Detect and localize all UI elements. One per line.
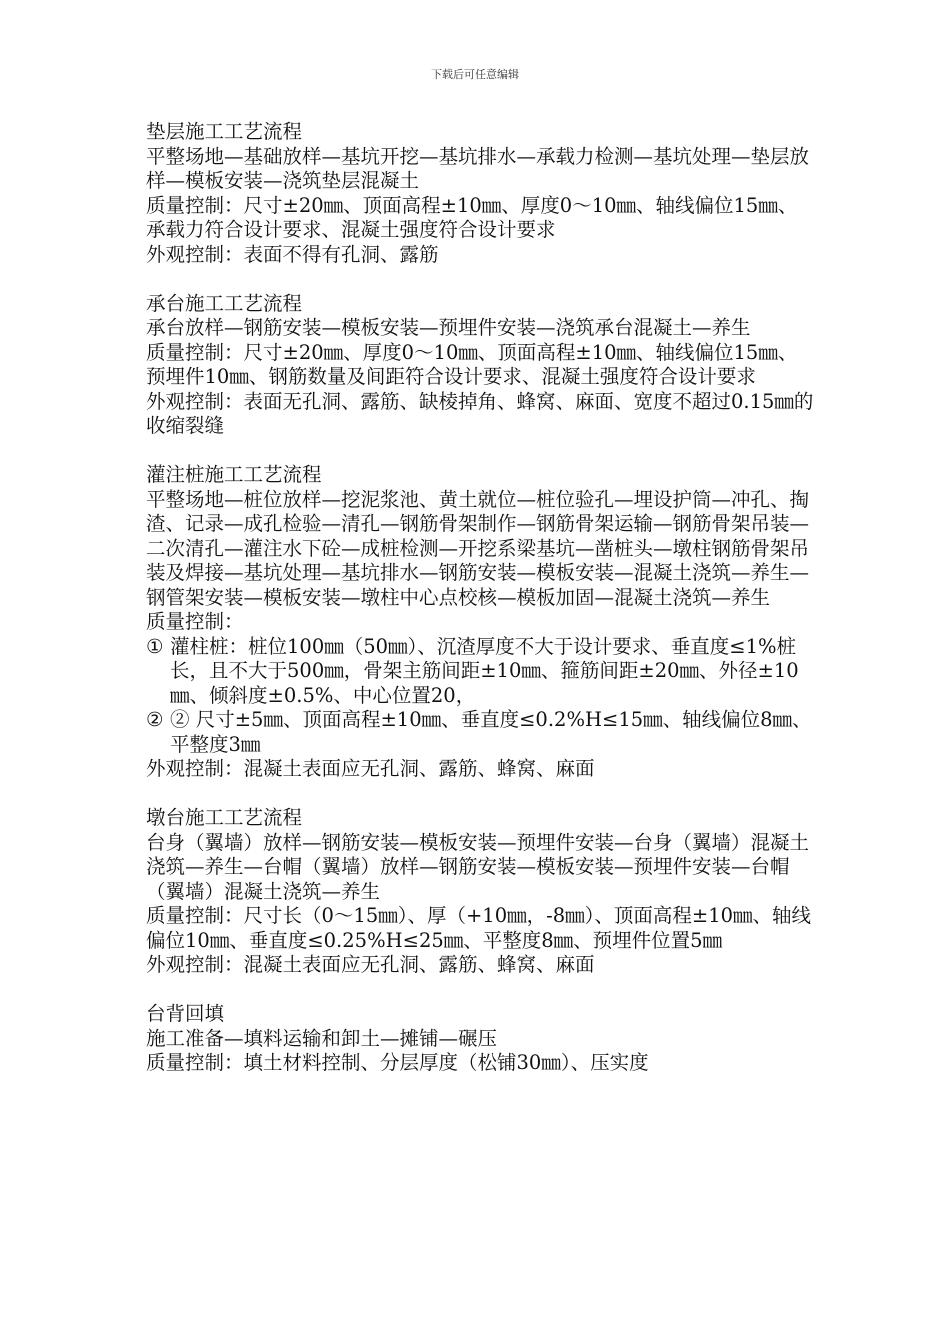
list-item-text: ② 尺寸±5㎜、顶面高程±10㎜、垂直度≤0.2%H≤15㎜、轴线偏位8㎜、平整度3㎜: [170, 708, 812, 756]
section-pile: [146, 463, 814, 782]
list-item: [146, 708, 814, 757]
document-body: [146, 120, 814, 1100]
list-marker: ①: [146, 634, 164, 658]
page-header: 下载后可任意编辑: [431, 68, 519, 81]
appearance-control: 外观控制：表面不得有孔洞、露筋: [146, 242, 439, 266]
quality-control: 质量控制：尺寸±20㎜、顶面高程±10㎜、厚度0～10㎜、轴线偏位15㎜、承载力符合设计要求、混凝土强度符合设计要求: [146, 193, 798, 241]
list-item-text: 灌柱桩：桩位100㎜（50㎜）、沉渣厚度不大于设计要求、垂直度≤1%桩长，且不大于500㎜，骨架主筋间距±10㎜、箍筋间距±20㎜、外径±10㎜、倾斜度±0.5%、中心位置20，: [170, 634, 799, 707]
process-flow: 台身（翼墙）放样—钢筋安装—模板安装—预埋件安装—台身（翼墙）混凝土浇筑—养生—台帽（翼墙）放样—钢筋安装—模板安装—预埋件安装—台帽（翼墙）混凝土浇筑—养生: [146, 830, 810, 903]
section-title: 墩台施工工艺流程: [146, 806, 303, 829]
quality-control: 质量控制：尺寸长（0～15㎜）、厚（+10㎜，-8㎜）、顶面高程±10㎜、轴线偏位10㎜、垂直度≤0.25%H≤25㎜、平整度8㎜、预埋件位置5㎜: [146, 904, 812, 952]
list-marker: ②: [146, 708, 164, 731]
process-flow: 平整场地—基础放样—基坑开挖—基坑排水—承载力检测—基坑处理—垫层放样—模板安装—浇筑垫层混凝土: [146, 144, 810, 192]
section-backfill: [146, 1002, 814, 1076]
appearance-control: 外观控制：混凝土表面应无孔洞、露筋、蜂窝、麻面: [146, 953, 595, 976]
section-title: 灌注桩施工工艺流程: [146, 463, 322, 486]
section-title: 垫层施工工艺流程: [146, 120, 303, 143]
list-item: [146, 635, 814, 709]
section-abutment: [146, 806, 814, 978]
quality-control-label: 质量控制：: [146, 610, 244, 633]
section-cap: [146, 292, 814, 439]
process-flow: 平整场地—桩位放样—挖泥浆池、黄土就位—桩位验孔—埋设护筒—冲孔、掏渣、记录—成孔检验—清孔—钢筋骨架制作—钢筋骨架运输—钢筋骨架吊装—二次清孔—灌注水下砼—成桩检测—开挖系梁基坑—凿桩头—墩柱钢筋骨架吊装及焊接—基坑处理—基坑排水—钢筋安装—模板安装—混凝土浇筑—养生—钢管架安装—模板安装—墩柱中心点校核—模板加固—混凝土浇筑—养生: [146, 487, 810, 609]
process-flow: 承台放样—钢筋安装—模板安装—预埋件安装—浇筑承台混凝土—养生: [146, 316, 751, 339]
appearance-control: 外观控制：表面无孔洞、露筋、缺棱掉角、蜂窝、麻面、宽度不超过0.15㎜的收缩裂缝: [146, 389, 814, 437]
quality-control: 质量控制：填土材料控制、分层厚度（松铺30㎜）、压实度: [146, 1051, 649, 1074]
appearance-control: 外观控制：混凝土表面应无孔洞、露筋、蜂窝、麻面: [146, 757, 595, 780]
section-title: 承台施工工艺流程: [146, 291, 303, 315]
section-cushion: [146, 120, 814, 267]
process-flow: 施工准备—填料运输和卸土—摊铺—碾压: [146, 1026, 498, 1050]
section-title: 台背回填: [146, 1002, 225, 1025]
quality-control: 质量控制：尺寸±20㎜、厚度0～10㎜、顶面高程±10㎜、轴线偏位15㎜、预埋件10㎜、钢筋数量及间距符合设计要求、混凝土强度符合设计要求: [146, 340, 798, 388]
